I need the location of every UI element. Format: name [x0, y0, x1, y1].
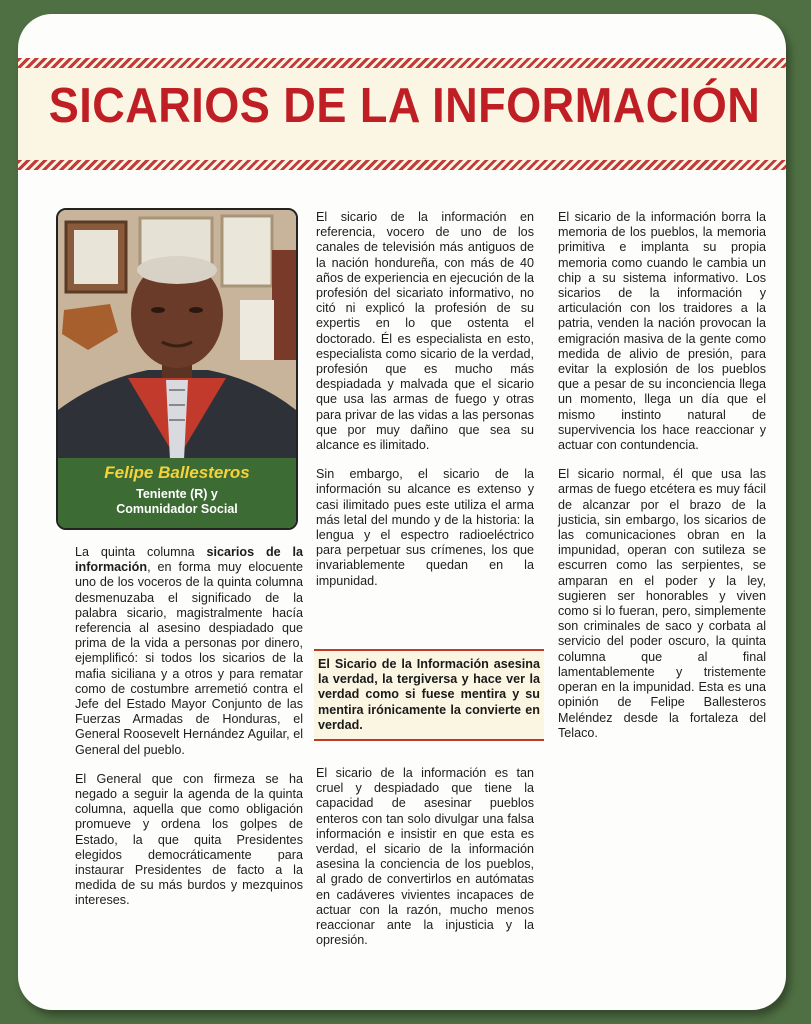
col3-paragraph-1: El sicario de la información borra la memoria de los pueblos, la memoria primitiva e implanta su propia memoria como cuando le cambia un chip a su sistema informativo. Los sicarios de la información y articulación con los traidores a la patria, venden la nación provocan la emigración masiva de la gente como medida de alivio de presión, para evitar la explosión de los pueblos que a pesar de su inconciencia llega un momento, llega un día que el mismo instinto natural de supervivencia los hace reaccionar y actuar con contundencia.: [558, 210, 766, 453]
column-2: [316, 210, 534, 603]
col1-paragraph-1: [75, 545, 303, 758]
column-3: [558, 210, 766, 755]
col1-p1-lead: La quinta columna: [75, 545, 207, 559]
column-2-lower: [316, 766, 534, 962]
col1-p1-strong: sicarios de la información: [75, 545, 303, 575]
col1-paragraph-2: El General que con firmeza se ha negado a seguir la agenda de la quinta columna, aquella que como obligación promueve y ordena los golpes de Estado, la que quita Presidentes elegidos democráticamente para instaurar Presidentes de facto a la medida de su más burdos y mezquinos intereses.: [75, 771, 303, 908]
title-stripe-bottom: [18, 160, 786, 170]
newspaper-page: [18, 14, 786, 1010]
pull-quote: El Sicario de la Información asesina la verdad, la tergiversa y hace ver la verdad como si fuese mentira y su mentira irónicamente la convierte en verdad.: [314, 649, 544, 741]
author-role: [58, 487, 296, 517]
col2-paragraph-1: El sicario de la información en referencia, vocero de uno de los canales de televisión más antiguos de la nación hondureña, con más de 40 años de experiencia en ejecución de la profesión del sicariato informativo, no citó ni explicó la profesión de su expertis en lo que ostenta el doctorado. Él es especialista en esto, especialista como sicario de la verdad, profesión que es mucho más despiadada y malvada que el sicario que usa las armas de fuego y otras para privar de las vidas a las personas que por muy dañino que sea su alcance es ilimitado.: [316, 210, 534, 453]
column-1: [75, 545, 303, 923]
author-portrait-image: [58, 210, 296, 460]
col2-paragraph-3: El sicario de la información es tan cruel y despiadado que tiene la capacidad de asesinar pueblos enteros con tan solo divulgar una falsa información e insistir en que esta es verdad, el sicario de la información asesina la conciencia de los pueblos, al grado de convertirlos en autómatas en cadáveres vivientes incapaces de actuar con la razón, mucho menos reaccionar ante la injusticia y la opresión.: [316, 766, 534, 948]
author-role-line2: Comunidador Social: [116, 502, 238, 516]
col1-p1-rest: , en forma muy elocuente uno de los voceros de la quinta columna desmenuzaba el significado de la palabra sicario, magistralmente hacía referencia al asesino despiadado que prima de la vida a personas por dinero, ejemplificó: si todos los sicarios de la mafia siciliana y a otros y para rematar como de costumbre arremetió contra el Jefe del Estado Mayor Conjunto de las Fuerzas Armadas de Honduras, el General Roosevelt Hernández Aguilar, el General del pueblo.: [75, 560, 303, 757]
title-stripe-top: [18, 58, 786, 68]
author-role-line1: Teniente (R) y: [136, 487, 218, 501]
author-photo: [56, 208, 298, 530]
col3-paragraph-2: El sicario normal, él que usa las armas de fuego etcétera es muy fácil de alcanzar por el brazo de la justicia, sin embargo, los sicarios de las comunicaciones obran en la impunidad, operan con sutileza se escurren como las serpientes, se amparan en el poder y la ley, sugieren ser honorables y viven como si lo fueran, pero, simplemente son criminales de saco y corbata al servicio del poder oscuro, la quinta columna que al final lamentablemente y tristemente operan en la impunidad. Esta es una opinión de Felipe Ballesteros Meléndez desde la fortaleza del Telaco.: [558, 467, 766, 740]
photo-caption: [58, 458, 296, 528]
article-title: SICARIOS DE LA INFORMACIÓN: [48, 79, 761, 133]
author-name: Felipe Ballesteros: [104, 463, 250, 482]
col2-paragraph-2: Sin embargo, el sicario de la información su alcance es extenso y casi ilimitado pues este utiliza el arma más letal del mundo y de la historia: la lengua y el espectro radioeléctrico para perpetuar sus crímenes, los que invariablemente quedan en la impunidad.: [316, 467, 534, 588]
